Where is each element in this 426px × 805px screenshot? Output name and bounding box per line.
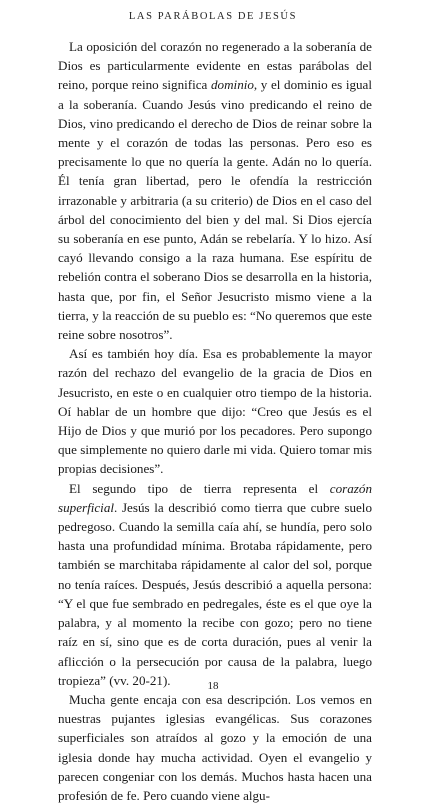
paragraph-2-text: Así es también hoy día. Esa es probablemente la mayor razón del rechazo del evangelio de la gracia de Dios en Jesucristo, en este o en cualquier otro tiempo de la historia. Oí hablar de un hombre que dijo: “Creo que Jesús es el Hijo de Dios y que murió por los pecadores. Pero supongo que simplemente no quiero darle mi vida. Quiero tomar mis propias decisiones”. [58, 346, 372, 477]
paragraph-1 [58, 37, 372, 344]
paragraph-3-text-cont: . Jesús la describió como tierra que cubre suelo pedregoso. Cuando la semilla caía ahí, se hundía, pero solo hasta una profundidad mínima. Brotaba rápidamente, pero también se marchitaba rápidamente al calor del sol, porque no tenía raíces. Después, Jesús describió a aquella persona: “Y el que fue sembrado en pedregales, éste es el que oye la palabra, y al momento la recibe con gozo; pero no tiene raíz en sí, sino que es de corta duración, pues al venir la aflicción o la persecución por causa de la palabra, luego tropieza” (vv. 20-21). [58, 499, 372, 688]
paragraph-2 [58, 344, 372, 478]
page-number: 18 [207, 680, 219, 692]
paragraph-4 [58, 690, 372, 805]
paragraph-1-text: La oposición del corazón no regenerado a la soberanía de Dios es particularmente evidente en estas parábolas del reino, porque reino significa [58, 39, 372, 93]
paragraph-1-text-cont: , y el dominio es igual a la soberanía. Cuando Jesús vino predicando el reino de Dios, vino predicando el derecho de Dios de reinar sobre la mente y el corazón de todas las personas. Pero eso es precisamente lo que no quería la gente. Adán no lo quería. Él tenía gran libertad, pero le ofendía la restricción irrazonable y arbitraria (a su criterio) de Dios en el caso del árbol del conocimiento del bien y del mal. Si Dios ejercía su soberanía en ese punto, Adán se rebelaría. Y lo hizo. Así cayó llevando consigo a la raza humana. Ese espíritu de rebelión contra el soberano Dios se desarrolla en la historia, hasta que, por fin, el Señor Jesucristo mismo viene a la tierra, y la reacción de su pueblo es: “No queremos que este reine sobre nosotros”. [58, 77, 373, 343]
paragraph-4-text: Mucha gente encaja con esa descripción. Los vemos en nuestras pujantes iglesias evangélicas. Sus corazones superficiales son atraídos al gozo y la emoción de una iglesia donde hay mucha actividad. Oyen el evangelio y parecen congeniar con los demás. Muchos hasta hacen una profesión de fe. Pero cuando viene algu- [58, 691, 372, 803]
paragraph-3 [58, 479, 372, 690]
paragraph-3-emphasis: corazón superficial [58, 480, 372, 515]
paragraph-3-text: El segundo tipo de tierra representa el [69, 480, 330, 496]
paragraph-1-emphasis: dominio [211, 77, 254, 93]
running-head: LAS PARÁBOLAS DE JESÚS [128, 11, 298, 22]
